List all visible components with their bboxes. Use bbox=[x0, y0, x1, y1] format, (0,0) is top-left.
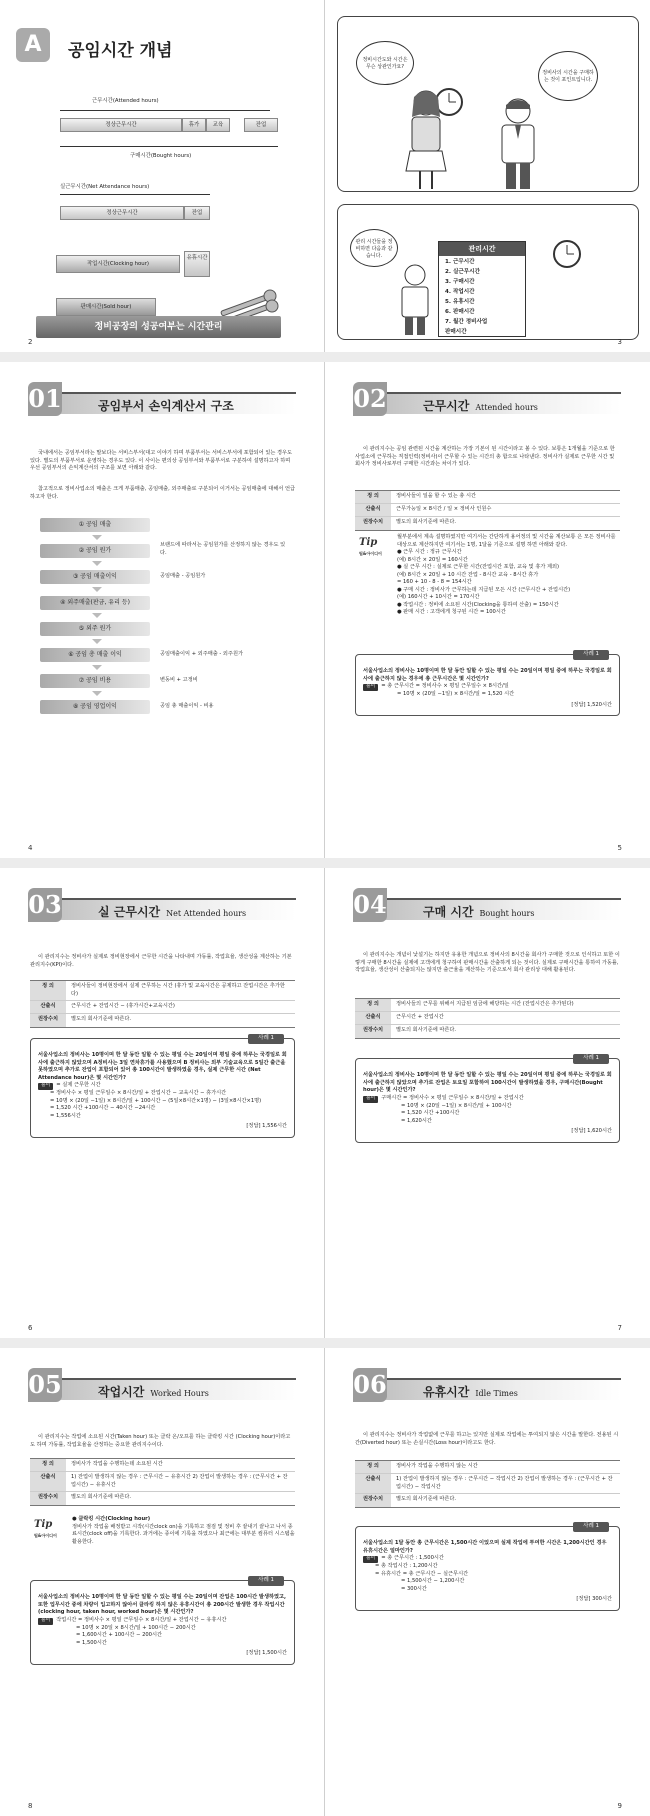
def-key: 산출식 bbox=[355, 1474, 391, 1493]
answer-line: = 10명 × 20일 × 8시간/일 + 100시간 − 200시간 bbox=[76, 1624, 196, 1631]
section-title bbox=[423, 903, 534, 920]
flow-desc: 변동비 + 고정비 bbox=[160, 677, 198, 683]
answer-line: = 1,556시간 bbox=[50, 1112, 81, 1119]
management-list bbox=[439, 256, 525, 336]
flow-step: ① 공임 매출 bbox=[40, 518, 150, 532]
section-number: 03 bbox=[28, 888, 62, 922]
def-value: 1) 잔업이 발생하지 않는 경우 : 근무시간 − 작업시간 2) 잔업이 발생하는 경우 : (근무시간 + 잔업시간) − 작업시간 bbox=[396, 1476, 613, 1490]
case-tag: 사례 1 bbox=[573, 650, 609, 660]
def-row bbox=[355, 517, 620, 530]
def-key: 산출식 bbox=[30, 1472, 66, 1491]
page-number: 9 bbox=[617, 1802, 622, 1810]
def-value: 별도의 회사기준에 따른다. bbox=[71, 1494, 132, 1501]
tl-attended-label: 근무시간(Attended hours) bbox=[92, 98, 159, 104]
answer-line: = 300시간 bbox=[401, 1585, 427, 1592]
flow-step: ③ 공임 매출이익 bbox=[40, 570, 150, 584]
def-value: 정비사가 작업을 수행하지 않는 시간 bbox=[396, 1463, 478, 1469]
tip-sub: 팁&아이디어 bbox=[359, 550, 382, 556]
case-box bbox=[355, 651, 620, 716]
tip-line: ● 실 근무 시간 : 실제로 근무한 시간(잔업시간 포함, 교육 및 휴가 제외) bbox=[397, 564, 560, 571]
tip-line: ● 근무 시간 : 정규 근무시간 bbox=[397, 549, 462, 556]
definition-table bbox=[355, 1460, 620, 1508]
speech-bubble-3: 관리 시간들을 정비하면 다음과 같습니다. bbox=[350, 229, 398, 267]
case-result: [정답] 1,520시간 bbox=[571, 701, 612, 708]
tip-line: = 160 + 10 - 8 - 8 = 154시간 bbox=[397, 579, 472, 586]
section-number: 01 bbox=[28, 382, 62, 416]
page-5 bbox=[325, 362, 650, 858]
def-key: 권장수치 bbox=[355, 1025, 391, 1038]
case-box bbox=[30, 1035, 295, 1138]
man-illustration bbox=[390, 263, 440, 337]
def-key: 정 의 bbox=[355, 999, 391, 1011]
section-number: 02 bbox=[353, 382, 387, 416]
case-box bbox=[30, 1577, 295, 1665]
case-answer bbox=[363, 683, 612, 691]
mgmt-item: 판매시간 bbox=[445, 329, 467, 335]
tl-net-label: 실근무시간(Net Attendance hours) bbox=[60, 184, 150, 190]
case-question: 서울사업소의 정비사는 10명이며 한 달 동안 일할 수 있는 평일 수는 20일이며 잔업은 100시간 발생하였고, 또한 업무시간 중에 차량이 입고하지 않아서 클라킹 하지 않은 유휴시간이 총 200시간 발생한 경우 작업시간(clocking hour, taken hour, worked hour)은 몇 시간인가? bbox=[38, 1594, 286, 1616]
section-header bbox=[28, 886, 298, 926]
body-paragraph: 이 관리지수는 개념이 낯설기는 하지만 유용한 개념으로 정비사의 8시간을 회사가 구매한 것으로 인식하고 또한 이렇게 구매한 8시간을 실제에 고객에게 청구하여 판매시간을 산출하게 되는 것이다. 실제로 구매시간을 통하여 가동률, 작업효율, 생산성이 산출되지는 않지만 출근율을 계산하는 기준으로서 회사 관리상 대해 활용된다. bbox=[355, 952, 620, 974]
title-subtitle: Net Attended hours bbox=[166, 909, 247, 918]
def-value: 별도의 회사기준에 따른다. bbox=[396, 1496, 457, 1503]
spread-1 bbox=[0, 0, 650, 352]
definition-table bbox=[355, 998, 620, 1039]
answer-line: = 총 근무시간 = 정비사수 × 평일 근무일수 × 8시간/일 bbox=[381, 683, 509, 690]
tip-line: (예) 8시간 × 20일 + 10 시간 잔업 - 8시간 교육 - 8시간 휴가 bbox=[397, 571, 539, 578]
case-answer bbox=[38, 1617, 287, 1625]
answer-line: = 1,600시간 + 100시간 − 200시간 bbox=[76, 1632, 163, 1639]
tl-idle: 유휴시간 bbox=[184, 251, 210, 277]
mgmt-item: 3. 구매시간 bbox=[445, 279, 475, 285]
page-number: 6 bbox=[28, 1324, 33, 1332]
answer-line: = 실제 근무한 시간 bbox=[56, 1082, 101, 1089]
def-key: 권장수치 bbox=[355, 517, 391, 530]
def-row bbox=[355, 491, 620, 504]
tip-line: (예) 160시간 + 10시간 = 170시간 bbox=[397, 594, 480, 601]
flow-step: ⑧ 공임 영업이익 bbox=[40, 700, 150, 714]
answer-line: = 정비사수 × 평일 근무일수 × 8시간/일 + 잔업시간 − 교육시간 − 휴가시간 bbox=[50, 1090, 227, 1097]
page-8 bbox=[0, 1348, 325, 1816]
flow-desc: 공임 총 매출이익 - 비용 bbox=[160, 703, 214, 709]
management-title: 관리시간 bbox=[439, 242, 525, 256]
def-row bbox=[355, 504, 620, 517]
page-number: 2 bbox=[28, 338, 33, 346]
def-key: 정 의 bbox=[355, 491, 391, 503]
case-question: 서울사업소의 정비사는 10명이며 한 달 동안 일할 수 있는 평일 수는 20일이며 평일 중에 하루는 국경일로 회사에 출근하지 않았으며 A정비사는 3일 연차휴가를 사용했으며 B 정비사는 외부 기술교육으로 5일간 출근을 못하였으며 추가로 잔업이 포함되어 있어 총 100시간이 발생하였을 경우, 실제 근무한 시간 (Net Attendance hour)은 몇 시간인가? bbox=[38, 1052, 287, 1081]
page-4 bbox=[0, 362, 325, 858]
chapter-title: 공임시간 개념 bbox=[68, 41, 173, 61]
tip-line: (예) 8시간 × 20일 = 160시간 bbox=[397, 556, 468, 563]
tip-line: ● 구매 시간 : 정비사가 근무하는데 지급된 모든 시간 (근무시간 + 잔업시간) bbox=[397, 586, 571, 593]
mgmt-item: 4. 작업시간 bbox=[445, 289, 475, 295]
case-result: [정답] 1,556시간 bbox=[246, 1123, 287, 1130]
tip-body bbox=[397, 534, 620, 617]
definition-table bbox=[30, 980, 295, 1028]
case-box bbox=[355, 1055, 620, 1143]
def-row bbox=[30, 1014, 295, 1027]
page-3 bbox=[325, 0, 650, 352]
section-title: 공임부서 손익계산서 구조 bbox=[98, 399, 234, 413]
def-key: 권장수치 bbox=[355, 1494, 391, 1507]
flow-step: ⑤ 외주 원가 bbox=[40, 622, 150, 636]
tl-overtime: 잔업 bbox=[244, 118, 278, 132]
caption-banner: 정비공장의 성공여부는 시간관리 bbox=[36, 316, 281, 338]
case-tag: 사례 1 bbox=[573, 1054, 609, 1064]
tl-normal: 정상근무시간 bbox=[60, 118, 182, 132]
case-answer bbox=[38, 1082, 287, 1090]
section-header bbox=[353, 380, 623, 420]
answer-line: = 총 근무시간 : 1,500시간 bbox=[381, 1555, 444, 1562]
def-row bbox=[355, 1461, 620, 1474]
def-value: 별도의 회사기준에 따른다. bbox=[71, 1016, 132, 1023]
def-row bbox=[30, 1492, 295, 1505]
case-result: [정답] 300시간 bbox=[576, 1596, 612, 1603]
def-value: 별도의 회사기준에 따른다. bbox=[396, 1027, 457, 1033]
def-value: 근무가능일 × 8시간 / 일 × 정비사 인원수 bbox=[396, 506, 492, 512]
case-tag: 사례 1 bbox=[248, 1576, 284, 1586]
answer-line: = 10명 × (20일 −1일) × 8시간/일 + 100시간 − (5일×8시간×1명) − (3일×8시간×1명) bbox=[50, 1097, 262, 1104]
answer-label: 풀이 bbox=[38, 1083, 53, 1090]
tip-sub: 팁&아이디어 bbox=[34, 1532, 57, 1538]
flow-step: ② 공임 원가 bbox=[40, 544, 150, 558]
section-header bbox=[28, 1366, 298, 1406]
title-subtitle: Attended hours bbox=[475, 403, 538, 412]
def-row bbox=[355, 1012, 620, 1025]
tip-body bbox=[72, 1516, 295, 1546]
def-row bbox=[30, 1459, 295, 1472]
mgmt-item: 2. 실근무시간 bbox=[445, 269, 480, 275]
definition-table bbox=[355, 490, 620, 531]
answer-line: = 1,500시간 bbox=[76, 1639, 107, 1646]
answer-line: = 10명 × (20일 −1일) × 8시간/일 = 1,520 시간 bbox=[397, 691, 515, 698]
def-row bbox=[30, 1472, 295, 1492]
flow-arrow bbox=[92, 665, 102, 670]
spread-4 bbox=[0, 1348, 650, 1816]
def-value: 정비사들이 정비현장에서 실제 근무하는 시간 (휴가 및 교육시간은 공제하고 잔업시간은 추가한다) bbox=[71, 983, 285, 997]
def-value: 1) 잔업이 발생하지 않는 경우 : 근무시간 − 유휴시간 2) 잔업이 발생하는 경우 : (근무시간 + 잔업시간) − 유휴시간 bbox=[71, 1474, 288, 1488]
def-key: 권장수치 bbox=[30, 1492, 66, 1505]
cartoon-panel-top bbox=[337, 16, 639, 192]
title-subtitle: Worked Hours bbox=[150, 1389, 209, 1398]
title-text: 실 근무시간 bbox=[98, 905, 161, 919]
speech-bubble-2: 정비사의 시간을 구매하는 것이 포인트입니다. bbox=[538, 51, 598, 101]
flow-arrow bbox=[92, 613, 102, 618]
title-subtitle: Idle Times bbox=[475, 1389, 518, 1398]
section-title bbox=[98, 1383, 209, 1400]
def-row bbox=[355, 1474, 620, 1494]
tip-line: 정비사가 작업을 배정받고 시작(시간clock on)을 기록하고 점검 및 정비 후 끝내기 끝나고 나서 종료시간(clock off)을 기록한다. 과거에는 종이에 기록을 하였으나 최근에는 대부분 컴퓨터 시스템을 활용한다. bbox=[72, 1523, 295, 1545]
tl-bought-label: 구매시간(Bought hours) bbox=[130, 153, 192, 159]
body-paragraph: 국내에서는 공임부서라는 말보다는 서비스부서(대고 이야기 하며 부품부서는 서비스부서에 포함되어 있는 경우도 있다. 별도의 부품부서로 운영하는 경우도 있다. 이 사이는 편의상 공임부서와 부품부서로 구분하여 설명하고자 하며 우선 공임부서의 손익계산서의 구조를 보면 아래와 같다. bbox=[30, 450, 293, 472]
page-number: 4 bbox=[28, 844, 33, 852]
section-number: 05 bbox=[28, 1368, 62, 1402]
flow-desc: 공임매출 - 공임원가 bbox=[160, 573, 206, 579]
tip-line: 월부분에서 계속 설명하였지만 여기서는 간단하게 용어정의 및 시간을 계산보통 은 모든 정비사를 대상으로 계산하지만 여기서는 1명, 1달을 기준으로 설명 하면 아래와 같다. bbox=[397, 534, 616, 548]
body-paragraph: 이 관리지수는 정비사가 실제로 정비현장에서 근무한 시간을 나타내며 가동률, 작업효율, 생산성을 계산하는 기본 관리지수(KPI)이다. bbox=[30, 954, 292, 968]
def-key: 산출식 bbox=[355, 1012, 391, 1024]
def-key: 권장수치 bbox=[30, 1014, 66, 1027]
flow-arrow bbox=[92, 561, 102, 566]
tip-box bbox=[355, 534, 620, 617]
mgmt-item: 6. 판매시간 bbox=[445, 309, 475, 315]
answer-line: = 10명 × (20일 −1일) × 8시간/일 + 100시간 bbox=[401, 1102, 512, 1109]
tl-break: 휴가 bbox=[182, 118, 206, 132]
def-value: 정비사들의 근무를 위해서 지급된 임금에 해당하는 시간 (잔업시간은 추가된다) bbox=[396, 1001, 574, 1007]
case-question: 서울사업소의 정비사는 10명이며 한 달 동안 일할 수 있는 평일 수는 20일이며 평일 중에 하루는 국경일로 회사에 출근하지 않았으며 추가로 잔업은 토요일 포함하여 100시간이 발생하였을 경우, 구매시간(Bought hour)은 몇 시간인가? bbox=[363, 1072, 612, 1094]
tl-net-line bbox=[60, 194, 210, 195]
case-tag: 사례 1 bbox=[248, 1034, 284, 1044]
case-result: [정답] 1,620시간 bbox=[571, 1128, 612, 1135]
answer-line: = 유휴시간 = 총 근무시간 − 실근무시간 bbox=[375, 1570, 469, 1577]
def-row bbox=[355, 1494, 620, 1507]
def-key: 정 의 bbox=[355, 1461, 391, 1473]
answer-line: = 1,520 시간 +100시간 bbox=[401, 1110, 460, 1117]
answer-label: 풀이 bbox=[363, 1096, 378, 1103]
def-value: 근무시간 + 잔업시간 bbox=[396, 1014, 444, 1020]
page-9 bbox=[325, 1348, 650, 1816]
flow-arrow bbox=[92, 535, 102, 540]
case-question: 서울사업소의 1달 동안 총 근무시간은 1,500시간 이었으며 실제 작업에 투여한 시간은 1,200시간인 경우 유휴시간은 얼마인가? bbox=[363, 1540, 607, 1554]
mgmt-item: 7. 월간 정비사업 bbox=[445, 319, 488, 325]
section-title bbox=[423, 1383, 518, 1400]
page-2 bbox=[0, 0, 325, 352]
answer-label: 풀이 bbox=[363, 684, 378, 691]
section-header bbox=[28, 380, 298, 420]
flow-desc: 브랜드에 따라서는 공임원가를 산정하지 않는 경우도 있다. bbox=[160, 542, 286, 556]
flow-step: ④ 외주매출(판금, 유리 등) bbox=[40, 596, 150, 610]
def-row bbox=[355, 1025, 620, 1038]
answer-label: 풀이 bbox=[38, 1618, 53, 1625]
def-row bbox=[30, 1001, 295, 1014]
body-paragraph: 이 관리지수는 공임 관련된 시간을 계산하는 가장 기본이 된 시간이라고 볼 수 있다. 보통은 1개월을 기준으로 한 사업소에 근무하는 직접인력(정비사)이 근무할 수 있는 시간의 총 합으로 나타낸다. 정비사가 실제로 근무한 시간 및 회사가 정비사로부터 구매한 시간과는 차이가 있다. bbox=[355, 446, 615, 468]
body-paragraph: 참고적으로 정비사업소의 매출은 크게 부품매출, 공임매출, 외주매출로 구분되어 이거서는 공임매출에 대해서 언급하고자 한다. bbox=[30, 486, 295, 500]
speech-bubble-1: 정비시간도와 시간은 무슨 상관인가요? bbox=[356, 41, 414, 85]
man-illustration bbox=[486, 95, 550, 191]
tl-overtime2: 잔업 bbox=[184, 206, 210, 220]
page-number: 5 bbox=[617, 844, 622, 852]
body-paragraph: 이 관리지수는 작업에 소요된 시간(Taken hour) 또는 클락 온/오프를 하는 클락킹 시간 (Clocking hour)이라고도 하며 가동률, 작업효율을 산정하는 중요한 관리지수이다. bbox=[30, 1434, 291, 1448]
case-result: [정답] 1,500시간 bbox=[246, 1650, 287, 1657]
tip-line: ● 클락킹 시간(Clocking hour) bbox=[72, 1516, 151, 1522]
def-row bbox=[355, 999, 620, 1012]
page-number: 7 bbox=[617, 1324, 622, 1332]
flow-arrow bbox=[92, 639, 102, 644]
def-value: 근무시간 + 잔업시간 − (휴가시간+교육시간) bbox=[71, 1003, 175, 1010]
def-key: 산출식 bbox=[355, 504, 391, 516]
section-title bbox=[98, 903, 246, 920]
flow-step: ⑥ 공임 총 매출 이익 bbox=[40, 648, 150, 662]
tip-box bbox=[30, 1516, 295, 1546]
mgmt-item: 5. 유휴시간 bbox=[445, 299, 475, 305]
section-number: 04 bbox=[353, 888, 387, 922]
def-key: 정 의 bbox=[30, 1459, 66, 1471]
title-subtitle: Bought hours bbox=[479, 909, 535, 918]
answer-line: 구매시간 = 정비사수 × 평일 근무일수 × 8시간/일 + 잔업시간 bbox=[381, 1094, 524, 1101]
case-question: 서울사업소의 정비사는 10명이며 한 달 동안 일할 수 있는 평일 수는 20일이며 평일 중에 하루는 국경일로 회사에 출근하지 않는 경우에 총 근무시간은 몇 시간인가? bbox=[363, 668, 612, 682]
answer-line: = 총 작업시간 : 1,200시간 bbox=[375, 1563, 438, 1570]
def-key: 정 의 bbox=[30, 981, 66, 1000]
tip-label: Tip bbox=[34, 1519, 53, 1530]
answer-line: = 1,620시간 bbox=[401, 1117, 432, 1124]
case-answer bbox=[363, 1555, 612, 1563]
management-board bbox=[438, 241, 526, 337]
answer-line: 작업시간 = 정비사수 × 평일 근무일수 × 8시간/일 + 잔업시간 − 유휴시간 bbox=[56, 1616, 227, 1623]
chapter-badge: A bbox=[16, 28, 50, 62]
answer-line: = 1,500시간 − 1,200시간 bbox=[401, 1578, 465, 1585]
title-text: 구매 시간 bbox=[423, 905, 474, 919]
def-row bbox=[30, 981, 295, 1001]
answer-label: 풀이 bbox=[363, 1556, 378, 1563]
page-6 bbox=[0, 868, 325, 1338]
title-text: 유휴시간 bbox=[423, 1385, 470, 1399]
spread-2 bbox=[0, 362, 650, 858]
title-text: 작업시간 bbox=[98, 1385, 145, 1399]
flow-arrow bbox=[92, 691, 102, 696]
tip-icon bbox=[359, 536, 382, 556]
tl-bought-line bbox=[60, 146, 278, 147]
cartoon-panel-bottom bbox=[337, 204, 639, 340]
flow-arrow bbox=[92, 587, 102, 592]
def-value: 별도의 회사기준에 따른다. bbox=[396, 519, 457, 525]
tl-edu: 교육 bbox=[206, 118, 230, 132]
def-key: 산출식 bbox=[30, 1001, 66, 1013]
woman-illustration bbox=[396, 87, 456, 191]
title-text: 근무시간 bbox=[423, 399, 470, 413]
definition-table bbox=[30, 1458, 295, 1506]
flow-desc: 공임매출이익 + 외주매출 - 외주원가 bbox=[160, 651, 243, 657]
page-7 bbox=[325, 868, 650, 1338]
section-header bbox=[353, 886, 623, 926]
tl-attended-line bbox=[60, 110, 270, 111]
section-number: 06 bbox=[353, 1368, 387, 1402]
def-value: 정비사들이 일을 할 수 있는 총 시간 bbox=[396, 493, 477, 499]
case-tag: 사례 1 bbox=[573, 1522, 609, 1532]
answer-line: = 1,520 시간 +100시간 − 40시간 −24시간 bbox=[50, 1105, 156, 1112]
case-box bbox=[355, 1523, 620, 1611]
mgmt-item: 1. 근무시간 bbox=[445, 259, 475, 265]
body-paragraph: 이 관리지수는 정비사가 작업없에 근무를 하고는 있지만 실제로 작업에는 투여되지 않은 시간을 말한다. 전용된 시간(Diverted hour) 또는 손실시간(Loss hour)이라고도 한다. bbox=[355, 1432, 619, 1446]
case-answer bbox=[363, 1095, 612, 1103]
tip-line: ● 작업시간 : 정비에 소요된 시간(Clocking을 통하여 산출) = 150시간 bbox=[397, 601, 559, 608]
clock-icon bbox=[552, 239, 582, 269]
page-number: 3 bbox=[617, 338, 622, 346]
tl-sold: 판매시간(Sold hour) bbox=[56, 298, 156, 316]
page-number: 8 bbox=[28, 1802, 33, 1810]
section-title bbox=[423, 397, 538, 414]
def-value: 정비사가 작업을 수행하는데 소요된 시간 bbox=[71, 1461, 163, 1467]
section-header bbox=[353, 1366, 623, 1406]
tip-line: ● 판매 시간 : 고객에게 청구된 시간 = 100시간 bbox=[397, 609, 506, 616]
flow-step: ⑦ 공임 비용 bbox=[40, 674, 150, 688]
tip-icon bbox=[34, 1518, 57, 1538]
tl-normal2: 정상근무시간 bbox=[60, 206, 184, 220]
tip-label: Tip bbox=[359, 537, 378, 548]
spread-3 bbox=[0, 868, 650, 1338]
tl-clocking: 작업시간(Clocking hour) bbox=[56, 255, 180, 273]
